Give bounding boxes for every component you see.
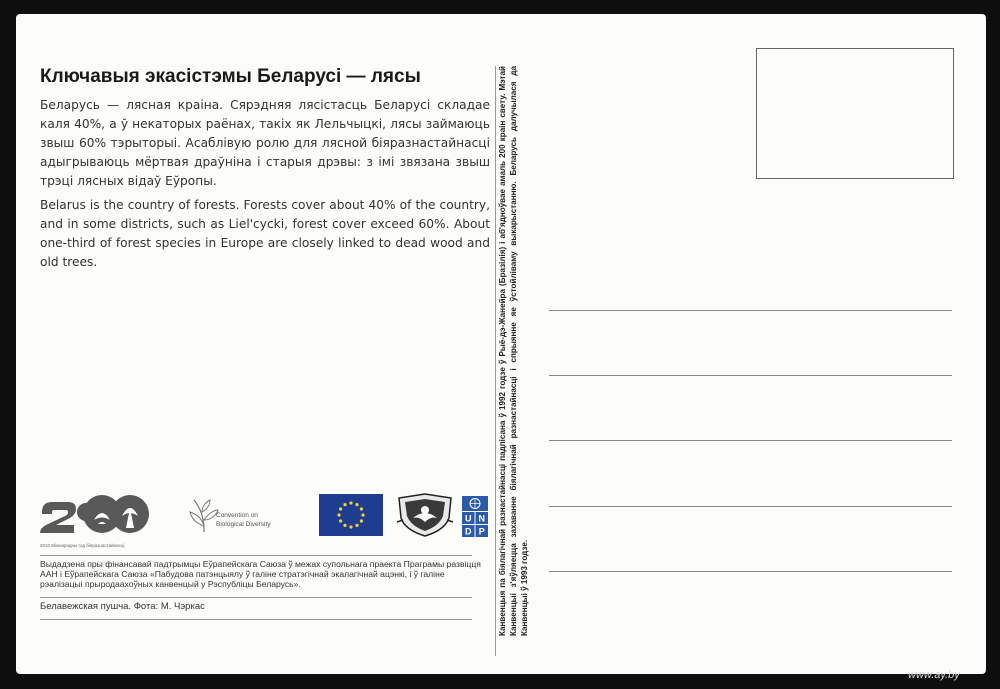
address-line bbox=[549, 375, 952, 376]
credit-bottom-divider bbox=[40, 619, 472, 620]
address-line bbox=[549, 310, 952, 311]
address-line bbox=[549, 571, 952, 572]
eu-flag-icon bbox=[319, 494, 383, 536]
credit-top-divider bbox=[40, 597, 472, 598]
postcard bbox=[16, 14, 986, 674]
watermark: www.ay.by bbox=[908, 669, 960, 681]
svg-text:N: N bbox=[478, 513, 485, 524]
cbd-label-line2: Biological Diversity bbox=[216, 521, 271, 528]
svg-text:D: D bbox=[465, 526, 472, 537]
photo-credit: Белавежская пушча. Фота: М. Чэркас bbox=[40, 601, 205, 612]
undp-logo-icon bbox=[462, 496, 488, 538]
ministry-emblem-icon bbox=[395, 492, 455, 538]
card-title: Ключавыя экасістэмы Беларусі — лясы bbox=[40, 66, 421, 87]
convention-vertical-text: Канвенцыя па біялагічнай разнастайнасці падпісана ў 1992 годзе ў Рыё-дэ-Жанейра (Бразілія) і аб'ядноўвае амаль 200 краін свету. Мэтай Канвенцыі з'яўляецца захаванне біялагічнай разнастайнасці і спрыянне яе ўстойліваму выкарыстанню. Беларусь далучылася да Канвенцыі ў 1993 годзе. bbox=[498, 66, 529, 636]
address-line bbox=[549, 440, 952, 441]
address-line bbox=[549, 506, 952, 507]
funding-text: Выдадзена пры фінансавай падтрымцы Еўрапейскага Саюза ў межах супольнага праекта Праграмы развіцця ААН і Еўрапейскага Саюза «Пабудова патэнцыялу ў галіне стратэгічнай экалагічнай ацэнкі, і ў галіне рэалізацыі прыродаахоўных канвенцый у Рэспубліцы Беларусь». bbox=[40, 559, 481, 589]
vertical-text-column bbox=[497, 66, 547, 636]
funding-top-divider bbox=[40, 555, 472, 556]
stamp-box bbox=[756, 48, 954, 179]
vertical-divider bbox=[495, 66, 496, 656]
year-logo-text: 2010 bbox=[40, 494, 43, 495]
paragraph-english: Belarus is the country of forests. Forests cover about 40% of the country, and in some districts, such as Liel'cycki, forest cover exceed 60%. About one-third of forest species in Europe are closely linked to dead wood and old trees. bbox=[40, 198, 490, 269]
svg-text:U: U bbox=[465, 513, 472, 524]
paragraph-belarusian: Беларусь — лясная краіна. Сярэдняя лясістасць Беларусі складае каля 40%, а ў некаторых раёнах, такіх як Лельчыцкі, лясы займаюць звыш 60% тэрыторыі. Асаблівую ролю для лясной біяразнастайнасці адыгрываюць мёртвая драўніна і старыя дрэвы: з імі звязана звыш трэці лясных відаў Еўропы. bbox=[40, 98, 490, 188]
biodiversity-year-logo bbox=[40, 494, 155, 534]
cbd-label-line1: Convention on bbox=[216, 512, 258, 519]
svg-text:P: P bbox=[478, 526, 485, 537]
year-logo-caption: 2010 Міжнародны год біяразнастайнасці bbox=[40, 543, 125, 548]
cbd-label bbox=[216, 511, 271, 529]
